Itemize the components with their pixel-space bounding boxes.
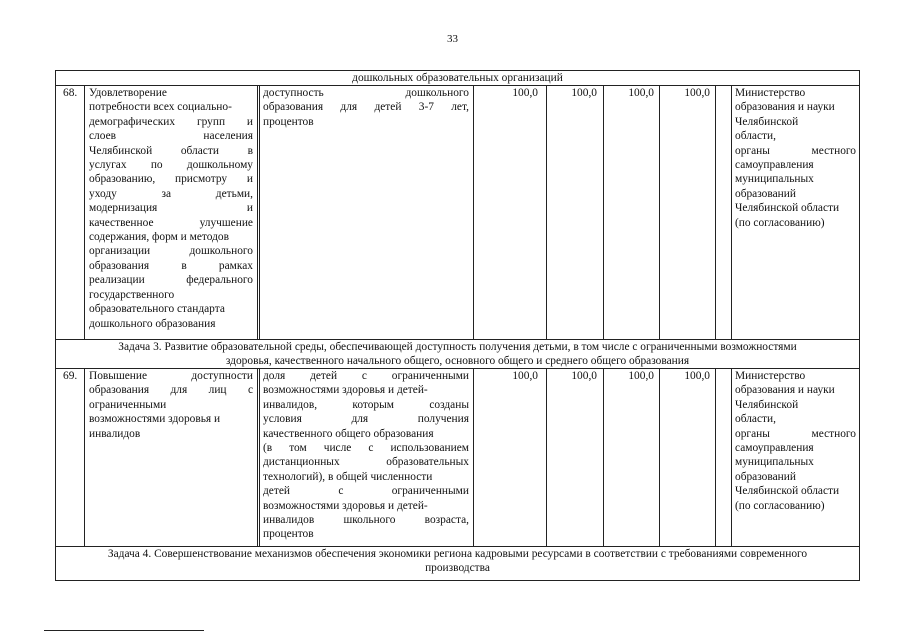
measure-line: образовательного стандарта	[89, 303, 225, 316]
page-number: 33	[447, 33, 458, 45]
indicator-line: инвалидов школьного возраста,	[263, 514, 469, 527]
indicator-line: инвалидов, которым созданы	[263, 398, 469, 411]
measure-line: Удовлетворение	[89, 87, 167, 99]
indicator-line: доступность дошкольного	[263, 87, 469, 99]
measure-line: уходу за детьми,	[89, 187, 253, 200]
responsible-line: органы местного	[735, 427, 856, 440]
row-69-number: 69.	[63, 370, 78, 382]
measure-line: государственного	[89, 288, 175, 301]
indicator-line: (в том числе с использованием	[263, 442, 469, 455]
measure-line: услугах по дошкольному	[89, 159, 253, 172]
indicator-line: возможностями здоровья и детей-	[263, 499, 428, 512]
indicator-line: качественного общего образования	[263, 427, 434, 440]
measure-line: слоев населения	[89, 130, 253, 143]
measure-line: содержания, форм и методов	[89, 231, 229, 244]
row-68-responsible	[735, 86, 856, 230]
footer-rule	[44, 630, 172, 631]
row-68-value-3: 100,0	[628, 87, 654, 99]
measure-line: ограниченными	[89, 398, 167, 411]
indicator-line: процентов	[263, 528, 314, 541]
indicator-line: детей с ограниченными	[263, 485, 469, 498]
task-3-line: здоровья, качественного начального общего, основного общего и среднего общего образования	[225, 355, 690, 368]
measure-line: организации дошкольного	[89, 245, 253, 258]
responsible-line: образования и науки	[735, 384, 835, 397]
responsible-line: (по согласованию)	[735, 499, 825, 512]
indicator-line: дистанционных образовательных	[263, 456, 469, 469]
row-68-value-1: 100,0	[512, 87, 538, 99]
indicator-line: технологий), в общей численности	[263, 470, 433, 483]
row-68-value-4: 100,0	[684, 87, 710, 99]
task-3-line: Задача 3. Развитие образовательной среды, обеспечивающей доступность получения детьми, в том числе с ограниченными возможностями	[118, 341, 797, 353]
row-69-responsible	[735, 369, 856, 513]
measure-line: Челябинской области в	[89, 144, 253, 157]
row-69-value-2: 100,0	[571, 370, 597, 382]
measure-line: потребности всех социально-	[89, 101, 232, 114]
task-4-heading	[56, 547, 859, 576]
responsible-line: образования и науки	[735, 101, 835, 114]
row-69-measure	[89, 369, 253, 441]
task-3-heading	[56, 340, 859, 369]
responsible-line: области,	[735, 130, 776, 143]
responsible-line: образований	[735, 470, 796, 483]
responsible-line: (по согласованию)	[735, 216, 825, 229]
indicator-line: условия для получения	[263, 413, 469, 426]
responsible-line: Челябинской области	[735, 202, 840, 215]
responsible-line: самоуправления	[735, 159, 814, 172]
indicator-line: доля детей с ограниченными	[263, 370, 469, 382]
measure-line: качественное улучшение	[89, 216, 253, 229]
measure-line: образования для лиц с	[89, 384, 253, 397]
measure-line: реализации федерального	[89, 274, 253, 287]
responsible-line: муниципальных	[735, 173, 814, 186]
row-69-indicator	[263, 369, 469, 542]
responsible-line: Челябинской	[735, 115, 799, 128]
measure-line: инвалидов	[89, 427, 141, 440]
responsible-line: Челябинской области	[735, 485, 840, 498]
responsible-line: Министерство	[735, 370, 806, 382]
responsible-line: муниципальных	[735, 456, 814, 469]
measure-line: модернизация и	[89, 202, 253, 215]
table-continued-header	[56, 71, 859, 85]
continued-header-text: дошкольных образовательных организаций	[352, 72, 563, 84]
row-68-number: 68.	[63, 87, 78, 99]
row-68-value-2: 100,0	[571, 87, 597, 99]
measure-line: образованию, присмотру и	[89, 173, 253, 186]
measure-line: возможностями здоровья и	[89, 413, 221, 426]
row-68-indicator	[263, 86, 469, 129]
indicator-line: процентов	[263, 115, 314, 128]
footer-rule	[160, 630, 204, 631]
measure-line: демографических групп и	[89, 115, 253, 128]
measure-line: дошкольного образования	[89, 317, 216, 330]
responsible-line: образований	[735, 187, 796, 200]
responsible-line: органы местного	[735, 144, 856, 157]
task-4-line: производства	[425, 562, 490, 575]
responsible-line: Челябинской	[735, 398, 799, 411]
measure-line: образования в рамках	[89, 259, 253, 272]
responsible-line: самоуправления	[735, 442, 814, 455]
measure-line: Повышение доступности	[89, 370, 253, 382]
indicator-line: образования для детей 3-7 лет,	[263, 101, 469, 114]
row-69-value-3: 100,0	[628, 370, 654, 382]
responsible-line: Министерство	[735, 87, 806, 99]
row-68-measure	[89, 86, 253, 331]
row-69-value-1: 100,0	[512, 370, 538, 382]
responsible-line: области,	[735, 413, 776, 426]
task-4-line: Задача 4. Совершенствование механизмов обеспечения экономики региона кадровыми ресурсами в соответствии с требованиями современного	[107, 548, 808, 560]
indicator-line: возможностями здоровья и детей-	[263, 384, 428, 397]
row-69-value-4: 100,0	[684, 370, 710, 382]
